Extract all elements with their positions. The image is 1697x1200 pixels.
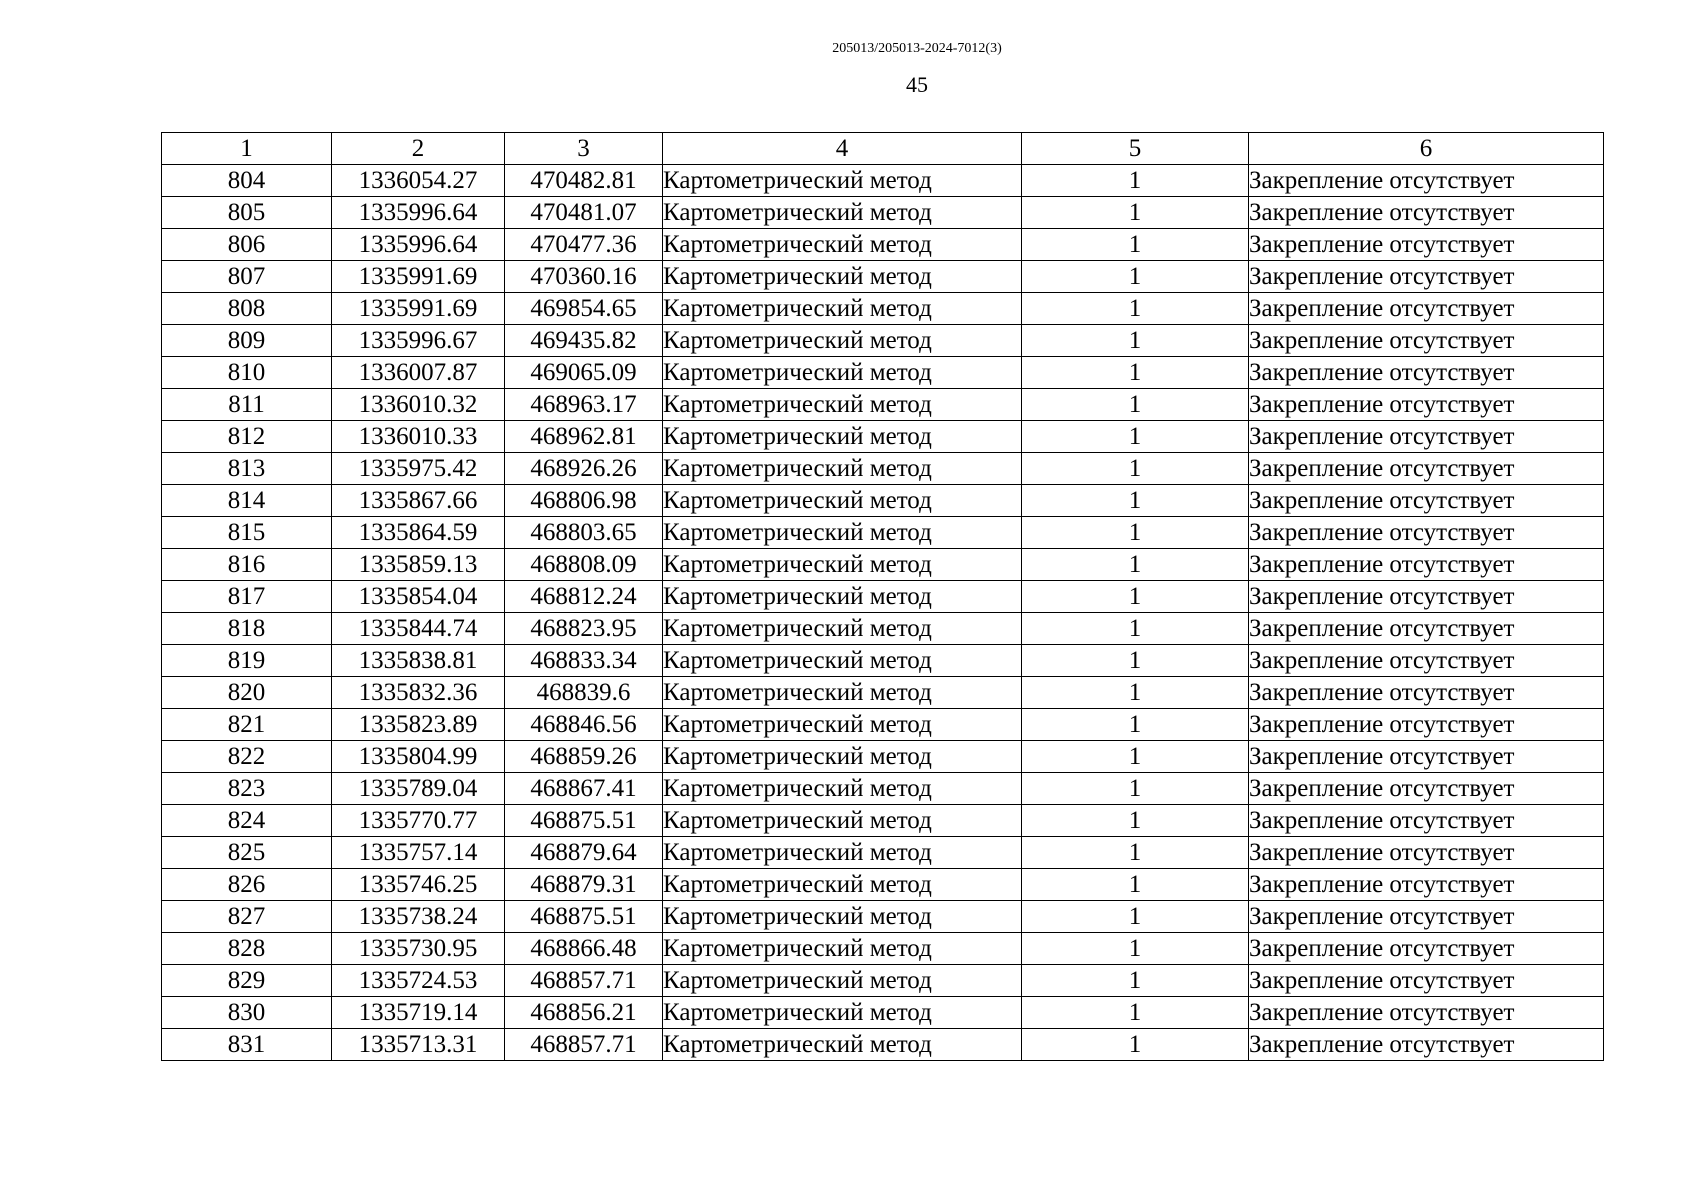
- x-coordinate-cell: 1335757.14: [332, 837, 505, 869]
- table-row: [162, 837, 1604, 869]
- x-coordinate-cell: 1335770.77: [332, 805, 505, 837]
- method-cell: Картометрический метод: [663, 581, 1022, 613]
- table-row: [162, 741, 1604, 773]
- point-number-cell: 820: [162, 677, 332, 709]
- point-number-cell: 827: [162, 901, 332, 933]
- accuracy-cell: 1: [1022, 933, 1249, 965]
- column-header-5: 5: [1022, 133, 1249, 165]
- point-number-cell: 806: [162, 229, 332, 261]
- x-coordinate-cell: 1336010.32: [332, 389, 505, 421]
- y-coordinate-cell: 468866.48: [505, 933, 663, 965]
- x-coordinate-cell: 1335838.81: [332, 645, 505, 677]
- table-row: [162, 485, 1604, 517]
- x-coordinate-cell: 1335864.59: [332, 517, 505, 549]
- accuracy-cell: 1: [1022, 741, 1249, 773]
- table-row: [162, 325, 1604, 357]
- column-header-6: 6: [1249, 133, 1604, 165]
- y-coordinate-cell: 469854.65: [505, 293, 663, 325]
- point-number-cell: 805: [162, 197, 332, 229]
- point-number-cell: 815: [162, 517, 332, 549]
- fixation-cell: Закрепление отсутствует: [1249, 453, 1604, 485]
- x-coordinate-cell: 1336010.33: [332, 421, 505, 453]
- header-row: [162, 133, 1604, 165]
- method-cell: Картометрический метод: [663, 709, 1022, 741]
- y-coordinate-cell: 468875.51: [505, 901, 663, 933]
- x-coordinate-cell: 1335719.14: [332, 997, 505, 1029]
- method-cell: Картометрический метод: [663, 357, 1022, 389]
- accuracy-cell: 1: [1022, 165, 1249, 197]
- accuracy-cell: 1: [1022, 517, 1249, 549]
- x-coordinate-cell: 1336007.87: [332, 357, 505, 389]
- x-coordinate-cell: 1336054.27: [332, 165, 505, 197]
- method-cell: Картометрический метод: [663, 325, 1022, 357]
- table-row: [162, 1029, 1604, 1061]
- y-coordinate-cell: 469065.09: [505, 357, 663, 389]
- accuracy-cell: 1: [1022, 421, 1249, 453]
- x-coordinate-cell: 1335724.53: [332, 965, 505, 997]
- table-row: [162, 517, 1604, 549]
- x-coordinate-cell: 1335730.95: [332, 933, 505, 965]
- fixation-cell: Закрепление отсутствует: [1249, 805, 1604, 837]
- method-cell: Картометрический метод: [663, 933, 1022, 965]
- point-number-cell: 808: [162, 293, 332, 325]
- fixation-cell: Закрепление отсутствует: [1249, 165, 1604, 197]
- accuracy-cell: 1: [1022, 997, 1249, 1029]
- method-cell: Картометрический метод: [663, 773, 1022, 805]
- table-row: [162, 997, 1604, 1029]
- fixation-cell: Закрепление отсутствует: [1249, 837, 1604, 869]
- accuracy-cell: 1: [1022, 261, 1249, 293]
- point-number-cell: 814: [162, 485, 332, 517]
- method-cell: Картометрический метод: [663, 741, 1022, 773]
- point-number-cell: 822: [162, 741, 332, 773]
- page-number: 45: [906, 72, 928, 97]
- table-row: [162, 933, 1604, 965]
- y-coordinate-cell: 470477.36: [505, 229, 663, 261]
- fixation-cell: Закрепление отсутствует: [1249, 261, 1604, 293]
- accuracy-cell: 1: [1022, 613, 1249, 645]
- table-row: [162, 261, 1604, 293]
- table-row: [162, 645, 1604, 677]
- y-coordinate-cell: 468859.26: [505, 741, 663, 773]
- method-cell: Картометрический метод: [663, 901, 1022, 933]
- point-number-cell: 829: [162, 965, 332, 997]
- accuracy-cell: 1: [1022, 453, 1249, 485]
- y-coordinate-cell: 468823.95: [505, 613, 663, 645]
- method-cell: Картометрический метод: [663, 229, 1022, 261]
- table-row: [162, 389, 1604, 421]
- accuracy-cell: 1: [1022, 581, 1249, 613]
- table-row: [162, 773, 1604, 805]
- table-row: [162, 709, 1604, 741]
- fixation-cell: Закрепление отсутствует: [1249, 869, 1604, 901]
- method-cell: Картометрический метод: [663, 549, 1022, 581]
- y-coordinate-cell: 468879.64: [505, 837, 663, 869]
- fixation-cell: Закрепление отсутствует: [1249, 901, 1604, 933]
- point-number-cell: 810: [162, 357, 332, 389]
- point-number-cell: 831: [162, 1029, 332, 1061]
- accuracy-cell: 1: [1022, 357, 1249, 389]
- point-number-cell: 824: [162, 805, 332, 837]
- x-coordinate-cell: 1335713.31: [332, 1029, 505, 1061]
- fixation-cell: Закрепление отсутствует: [1249, 741, 1604, 773]
- point-number-cell: 819: [162, 645, 332, 677]
- method-cell: Картометрический метод: [663, 677, 1022, 709]
- fixation-cell: Закрепление отсутствует: [1249, 677, 1604, 709]
- accuracy-cell: 1: [1022, 677, 1249, 709]
- table-header: [162, 133, 1604, 165]
- fixation-cell: Закрепление отсутствует: [1249, 421, 1604, 453]
- point-number-cell: 813: [162, 453, 332, 485]
- point-number-cell: 826: [162, 869, 332, 901]
- point-number-cell: 804: [162, 165, 332, 197]
- accuracy-cell: 1: [1022, 645, 1249, 677]
- column-header-3: 3: [505, 133, 663, 165]
- method-cell: Картометрический метод: [663, 645, 1022, 677]
- x-coordinate-cell: 1335859.13: [332, 549, 505, 581]
- accuracy-cell: 1: [1022, 485, 1249, 517]
- method-cell: Картометрический метод: [663, 261, 1022, 293]
- accuracy-cell: 1: [1022, 837, 1249, 869]
- y-coordinate-cell: 468963.17: [505, 389, 663, 421]
- fixation-cell: Закрепление отсутствует: [1249, 325, 1604, 357]
- y-coordinate-cell: 469435.82: [505, 325, 663, 357]
- table-body: [162, 165, 1604, 1061]
- fixation-cell: Закрепление отсутствует: [1249, 1029, 1604, 1061]
- fixation-cell: Закрепление отсутствует: [1249, 197, 1604, 229]
- y-coordinate-cell: 468857.71: [505, 965, 663, 997]
- method-cell: Картометрический метод: [663, 805, 1022, 837]
- method-cell: Картометрический метод: [663, 165, 1022, 197]
- table-row: [162, 613, 1604, 645]
- x-coordinate-cell: 1335789.04: [332, 773, 505, 805]
- table-row: [162, 453, 1604, 485]
- accuracy-cell: 1: [1022, 869, 1249, 901]
- y-coordinate-cell: 468962.81: [505, 421, 663, 453]
- fixation-cell: Закрепление отсутствует: [1249, 709, 1604, 741]
- table-row: [162, 965, 1604, 997]
- method-cell: Картометрический метод: [663, 965, 1022, 997]
- accuracy-cell: 1: [1022, 901, 1249, 933]
- y-coordinate-cell: 468806.98: [505, 485, 663, 517]
- point-number-cell: 811: [162, 389, 332, 421]
- y-coordinate-cell: 468856.21: [505, 997, 663, 1029]
- point-number-cell: 816: [162, 549, 332, 581]
- fixation-cell: Закрепление отсутствует: [1249, 293, 1604, 325]
- x-coordinate-cell: 1335823.89: [332, 709, 505, 741]
- y-coordinate-cell: 468875.51: [505, 805, 663, 837]
- column-header-2: 2: [332, 133, 505, 165]
- y-coordinate-cell: 470360.16: [505, 261, 663, 293]
- method-cell: Картометрический метод: [663, 997, 1022, 1029]
- fixation-cell: Закрепление отсутствует: [1249, 773, 1604, 805]
- table-row: [162, 197, 1604, 229]
- table-row: [162, 229, 1604, 261]
- y-coordinate-cell: 468846.56: [505, 709, 663, 741]
- x-coordinate-cell: 1335746.25: [332, 869, 505, 901]
- y-coordinate-cell: 468803.65: [505, 517, 663, 549]
- fixation-cell: Закрепление отсутствует: [1249, 485, 1604, 517]
- x-coordinate-cell: 1335991.69: [332, 293, 505, 325]
- fixation-cell: Закрепление отсутствует: [1249, 229, 1604, 261]
- fixation-cell: Закрепление отсутствует: [1249, 997, 1604, 1029]
- fixation-cell: Закрепление отсутствует: [1249, 613, 1604, 645]
- point-number-cell: 828: [162, 933, 332, 965]
- method-cell: Картометрический метод: [663, 453, 1022, 485]
- accuracy-cell: 1: [1022, 389, 1249, 421]
- method-cell: Картометрический метод: [663, 1029, 1022, 1061]
- fixation-cell: Закрепление отсутствует: [1249, 581, 1604, 613]
- x-coordinate-cell: 1335996.64: [332, 229, 505, 261]
- y-coordinate-cell: 468839.6: [505, 677, 663, 709]
- accuracy-cell: 1: [1022, 965, 1249, 997]
- table-row: [162, 357, 1604, 389]
- accuracy-cell: 1: [1022, 773, 1249, 805]
- method-cell: Картометрический метод: [663, 517, 1022, 549]
- x-coordinate-cell: 1335867.66: [332, 485, 505, 517]
- accuracy-cell: 1: [1022, 325, 1249, 357]
- point-number-cell: 823: [162, 773, 332, 805]
- table-row: [162, 421, 1604, 453]
- point-number-cell: 809: [162, 325, 332, 357]
- point-number-cell: 825: [162, 837, 332, 869]
- y-coordinate-cell: 470481.07: [505, 197, 663, 229]
- x-coordinate-cell: 1335991.69: [332, 261, 505, 293]
- x-coordinate-cell: 1335832.36: [332, 677, 505, 709]
- y-coordinate-cell: 468857.71: [505, 1029, 663, 1061]
- column-header-1: 1: [162, 133, 332, 165]
- fixation-cell: Закрепление отсутствует: [1249, 549, 1604, 581]
- y-coordinate-cell: 470482.81: [505, 165, 663, 197]
- method-cell: Картометрический метод: [663, 485, 1022, 517]
- method-cell: Картометрический метод: [663, 197, 1022, 229]
- x-coordinate-cell: 1335975.42: [332, 453, 505, 485]
- table-row: [162, 677, 1604, 709]
- y-coordinate-cell: 468926.26: [505, 453, 663, 485]
- accuracy-cell: 1: [1022, 549, 1249, 581]
- method-cell: Картометрический метод: [663, 837, 1022, 869]
- accuracy-cell: 1: [1022, 197, 1249, 229]
- x-coordinate-cell: 1335844.74: [332, 613, 505, 645]
- accuracy-cell: 1: [1022, 293, 1249, 325]
- method-cell: Картометрический метод: [663, 293, 1022, 325]
- fixation-cell: Закрепление отсутствует: [1249, 645, 1604, 677]
- x-coordinate-cell: 1335804.99: [332, 741, 505, 773]
- table-row: [162, 549, 1604, 581]
- fixation-cell: Закрепление отсутствует: [1249, 933, 1604, 965]
- y-coordinate-cell: 468879.31: [505, 869, 663, 901]
- y-coordinate-cell: 468867.41: [505, 773, 663, 805]
- point-number-cell: 812: [162, 421, 332, 453]
- point-number-cell: 807: [162, 261, 332, 293]
- accuracy-cell: 1: [1022, 709, 1249, 741]
- fixation-cell: Закрепление отсутствует: [1249, 389, 1604, 421]
- point-number-cell: 817: [162, 581, 332, 613]
- x-coordinate-cell: 1335996.67: [332, 325, 505, 357]
- accuracy-cell: 1: [1022, 805, 1249, 837]
- x-coordinate-cell: 1335738.24: [332, 901, 505, 933]
- table-row: [162, 165, 1604, 197]
- x-coordinate-cell: 1335996.64: [332, 197, 505, 229]
- table-row: [162, 901, 1604, 933]
- x-coordinate-cell: 1335854.04: [332, 581, 505, 613]
- fixation-cell: Закрепление отсутствует: [1249, 357, 1604, 389]
- point-number-cell: 830: [162, 997, 332, 1029]
- y-coordinate-cell: 468833.34: [505, 645, 663, 677]
- coordinates-table: [161, 132, 1604, 1061]
- method-cell: Картометрический метод: [663, 421, 1022, 453]
- method-cell: Картометрический метод: [663, 389, 1022, 421]
- column-header-4: 4: [663, 133, 1022, 165]
- table-row: [162, 805, 1604, 837]
- table-row: [162, 869, 1604, 901]
- table-row: [162, 581, 1604, 613]
- point-number-cell: 821: [162, 709, 332, 741]
- y-coordinate-cell: 468812.24: [505, 581, 663, 613]
- y-coordinate-cell: 468808.09: [505, 549, 663, 581]
- point-number-cell: 818: [162, 613, 332, 645]
- method-cell: Картометрический метод: [663, 869, 1022, 901]
- fixation-cell: Закрепление отсутствует: [1249, 517, 1604, 549]
- fixation-cell: Закрепление отсутствует: [1249, 965, 1604, 997]
- method-cell: Картометрический метод: [663, 613, 1022, 645]
- accuracy-cell: 1: [1022, 229, 1249, 261]
- table-row: [162, 293, 1604, 325]
- document-id: 205013/205013-2024-7012(3): [832, 41, 1002, 56]
- accuracy-cell: 1: [1022, 1029, 1249, 1061]
